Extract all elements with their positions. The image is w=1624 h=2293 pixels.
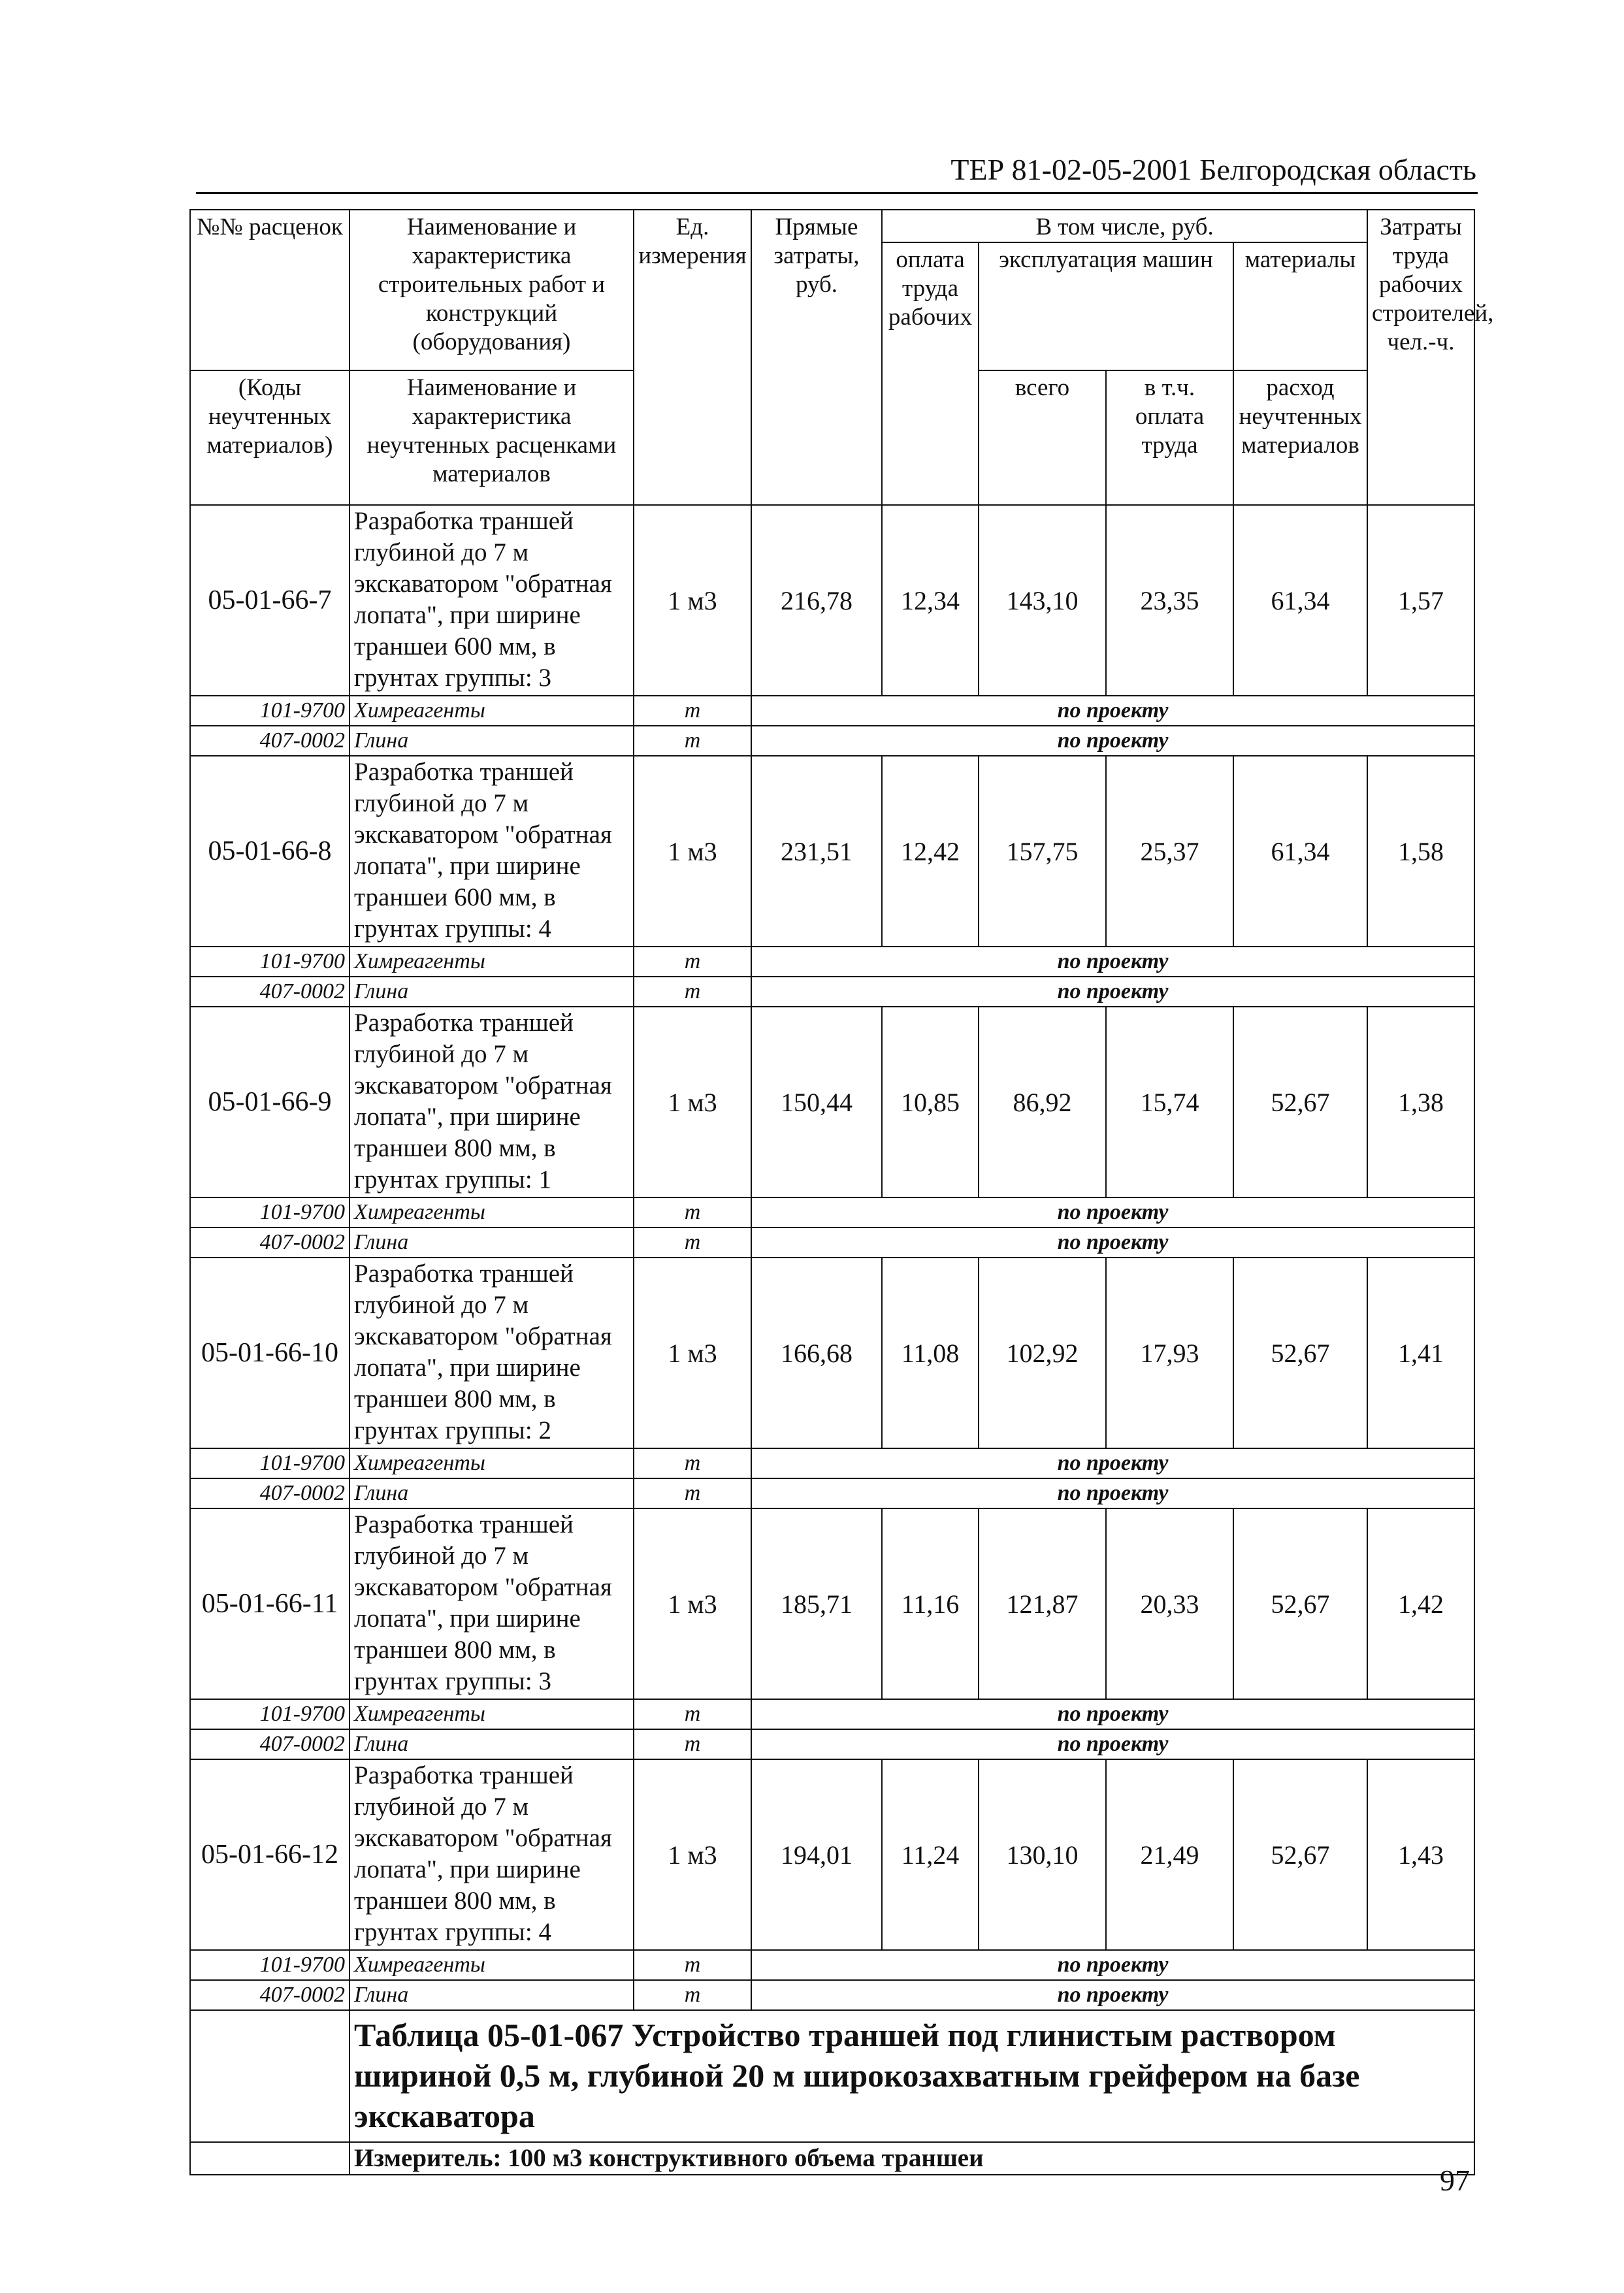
material-code: 101-9700 [190, 1950, 349, 1980]
page-header-title: ТЕР 81-02-05-2001 Белгородская область [950, 153, 1476, 186]
material-row [190, 1729, 1474, 1759]
title-empty-cell [190, 2010, 349, 2142]
header-including: В том числе, руб. [882, 210, 1367, 242]
header-unit: Ед. измерения [634, 210, 751, 505]
rate-materials: 52,67 [1233, 1258, 1367, 1448]
rate-unit: 1 м3 [634, 756, 751, 947]
header-machine-operation: эксплуатация машин [979, 242, 1233, 370]
header-name-materials: Наименование и характеристика неучтенных расценками материалов [349, 370, 634, 505]
rate-labor-pay: 12,34 [882, 505, 979, 696]
header-name-works: Наименование и характеристика строительных работ и конструкций (оборудования) [349, 210, 634, 370]
rate-labor-pay: 10,85 [882, 1007, 979, 1197]
rate-unit: 1 м3 [634, 505, 751, 696]
rate-machines-total: 86,92 [979, 1007, 1106, 1197]
rate-labor-hours: 1,42 [1367, 1508, 1474, 1699]
material-name: Химреагенты [349, 1197, 634, 1228]
material-name: Глина [349, 1729, 634, 1759]
material-name: Химреагенты [349, 947, 634, 977]
header-labor-pay: оплата труда рабочих [882, 242, 979, 505]
rate-machines-total: 143,10 [979, 505, 1106, 696]
material-unit: т [634, 726, 751, 756]
rate-materials: 61,34 [1233, 756, 1367, 947]
next-table-meter-row [190, 2142, 1474, 2175]
rate-materials: 52,67 [1233, 1508, 1367, 1699]
material-name: Глина [349, 1980, 634, 2010]
material-unit: т [634, 1699, 751, 1729]
material-unit: т [634, 1950, 751, 1980]
material-unit: т [634, 1478, 751, 1508]
rate-unit: 1 м3 [634, 1759, 751, 1950]
material-row [190, 1197, 1474, 1228]
rate-labor-pay: 11,24 [882, 1759, 979, 1950]
material-row [190, 1478, 1474, 1508]
rate-description: Разработка траншей глубиной до 7 м экскаватором "обратная лопата", при ширине траншеи 600 мм, в грунтах группы: 4 [349, 756, 634, 947]
material-code: 407-0002 [190, 1478, 349, 1508]
material-usage: по проекту [751, 726, 1474, 756]
rate-unit: 1 м3 [634, 1508, 751, 1699]
rate-code: 05-01-66-12 [190, 1759, 349, 1950]
rate-code: 05-01-66-8 [190, 756, 349, 947]
header-direct-costs: Прямые затраты, руб. [751, 210, 882, 505]
rate-machines-labor: 15,74 [1106, 1007, 1233, 1197]
rate-machines-labor: 25,37 [1106, 756, 1233, 947]
rate-description: Разработка траншей глубиной до 7 м экскаватором "обратная лопата", при ширине траншеи 800 мм, в грунтах группы: 4 [349, 1759, 634, 1950]
material-usage: по проекту [751, 1950, 1474, 1980]
rate-materials: 52,67 [1233, 1007, 1367, 1197]
header-total: всего [979, 370, 1106, 505]
rate-materials: 61,34 [1233, 505, 1367, 696]
rate-description: Разработка траншей глубиной до 7 м экскаватором "обратная лопата", при ширине траншеи 600 мм, в грунтах группы: 3 [349, 505, 634, 696]
material-row [190, 947, 1474, 977]
rate-machines-labor: 23,35 [1106, 505, 1233, 696]
material-code: 407-0002 [190, 1228, 349, 1258]
rate-labor-pay: 11,08 [882, 1258, 979, 1448]
material-row [190, 1699, 1474, 1729]
rate-row [190, 756, 1474, 947]
rates-table [189, 209, 1494, 2175]
material-row [190, 1448, 1474, 1478]
rate-direct-costs: 231,51 [751, 756, 882, 947]
material-name: Химреагенты [349, 1699, 634, 1729]
header-code-no: №№ расценок [190, 210, 349, 370]
rate-unit: 1 м3 [634, 1007, 751, 1197]
rate-machines-labor: 21,49 [1106, 1759, 1233, 1950]
material-name: Химреагенты [349, 696, 634, 726]
rate-labor-hours: 1,57 [1367, 505, 1474, 696]
rate-direct-costs: 185,71 [751, 1508, 882, 1699]
header-rule [196, 192, 1478, 194]
rate-machines-labor: 17,93 [1106, 1258, 1233, 1448]
material-unit: т [634, 947, 751, 977]
rate-labor-hours: 1,43 [1367, 1759, 1474, 1950]
material-usage: по проекту [751, 696, 1474, 726]
rate-machines-labor: 20,33 [1106, 1508, 1233, 1699]
material-usage: по проекту [751, 1228, 1474, 1258]
material-code: 407-0002 [190, 1729, 349, 1759]
material-usage: по проекту [751, 1729, 1474, 1759]
rate-code: 05-01-66-11 [190, 1508, 349, 1699]
material-code: 101-9700 [190, 1448, 349, 1478]
rate-code: 05-01-66-10 [190, 1258, 349, 1448]
rate-machines-total: 130,10 [979, 1759, 1106, 1950]
material-name: Глина [349, 726, 634, 756]
material-code: 407-0002 [190, 977, 349, 1007]
next-table-meter: Измеритель: 100 м3 конструктивного объема траншеи [349, 2142, 1474, 2175]
page-number: 97 [1440, 2164, 1470, 2197]
rate-unit: 1 м3 [634, 1258, 751, 1448]
material-usage: по проекту [751, 1478, 1474, 1508]
material-name: Глина [349, 977, 634, 1007]
material-name: Глина [349, 1478, 634, 1508]
rate-row [190, 1007, 1474, 1197]
rate-labor-hours: 1,58 [1367, 756, 1474, 947]
header-code-unaccounted: (Коды неучтенных материалов) [190, 370, 349, 505]
material-name: Химреагенты [349, 1950, 634, 1980]
rate-labor-hours: 1,41 [1367, 1258, 1474, 1448]
material-code: 407-0002 [190, 1980, 349, 2010]
header-row-1 [190, 210, 1474, 242]
material-unit: т [634, 1729, 751, 1759]
rate-machines-total: 102,92 [979, 1258, 1106, 1448]
material-usage: по проекту [751, 977, 1474, 1007]
material-code: 101-9700 [190, 696, 349, 726]
rate-labor-pay: 11,16 [882, 1508, 979, 1699]
material-row [190, 977, 1474, 1007]
meter-empty-cell [190, 2142, 349, 2175]
material-usage: по проекту [751, 947, 1474, 977]
rate-direct-costs: 194,01 [751, 1759, 882, 1950]
material-unit: т [634, 696, 751, 726]
material-name: Глина [349, 1228, 634, 1258]
rate-materials: 52,67 [1233, 1759, 1367, 1950]
rate-labor-hours: 1,38 [1367, 1007, 1474, 1197]
header-incl-labor-pay: в т.ч. оплата труда [1106, 370, 1233, 505]
material-row [190, 726, 1474, 756]
rate-machines-total: 121,87 [979, 1508, 1106, 1699]
material-usage: по проекту [751, 1699, 1474, 1729]
rate-row [190, 505, 1474, 696]
material-code: 101-9700 [190, 947, 349, 977]
material-code: 101-9700 [190, 1197, 349, 1228]
header-labor-costs: Затраты труда рабочих строителей, чел.-ч. [1367, 210, 1474, 505]
rate-direct-costs: 216,78 [751, 505, 882, 696]
rate-labor-pay: 12,42 [882, 756, 979, 947]
header-unaccounted-usage: расход неучтенных материалов [1233, 370, 1367, 505]
rate-row [190, 1258, 1474, 1448]
material-usage: по проекту [751, 1197, 1474, 1228]
material-unit: т [634, 1448, 751, 1478]
material-unit: т [634, 1980, 751, 2010]
rate-row [190, 1759, 1474, 1950]
rate-direct-costs: 166,68 [751, 1258, 882, 1448]
material-usage: по проекту [751, 1448, 1474, 1478]
rate-description: Разработка траншей глубиной до 7 м экскаватором "обратная лопата", при ширине траншеи 800 мм, в грунтах группы: 3 [349, 1508, 634, 1699]
material-unit: т [634, 1197, 751, 1228]
rate-row [190, 1508, 1474, 1699]
rate-code: 05-01-66-7 [190, 505, 349, 696]
material-unit: т [634, 977, 751, 1007]
next-table-title: Таблица 05-01-067 Устройство траншей под глинистым раствором шириной 0,5 м, глубиной 20 м широкозахватным грейфером на базе экскаватора [349, 2010, 1474, 2142]
material-code: 101-9700 [190, 1699, 349, 1729]
rate-machines-total: 157,75 [979, 756, 1106, 947]
header-materials: материалы [1233, 242, 1367, 370]
rate-direct-costs: 150,44 [751, 1007, 882, 1197]
material-name: Химреагенты [349, 1448, 634, 1478]
material-code: 407-0002 [190, 726, 349, 756]
material-row [190, 696, 1474, 726]
material-row [190, 1980, 1474, 2010]
next-table-title-row [190, 2010, 1474, 2142]
material-row [190, 1950, 1474, 1980]
rate-code: 05-01-66-9 [190, 1007, 349, 1197]
material-unit: т [634, 1228, 751, 1258]
rate-description: Разработка траншей глубиной до 7 м экскаватором "обратная лопата", при ширине траншеи 800 мм, в грунтах группы: 2 [349, 1258, 634, 1448]
material-usage: по проекту [751, 1980, 1474, 2010]
rate-description: Разработка траншей глубиной до 7 м экскаватором "обратная лопата", при ширине траншеи 800 мм, в грунтах группы: 1 [349, 1007, 634, 1197]
material-row [190, 1228, 1474, 1258]
